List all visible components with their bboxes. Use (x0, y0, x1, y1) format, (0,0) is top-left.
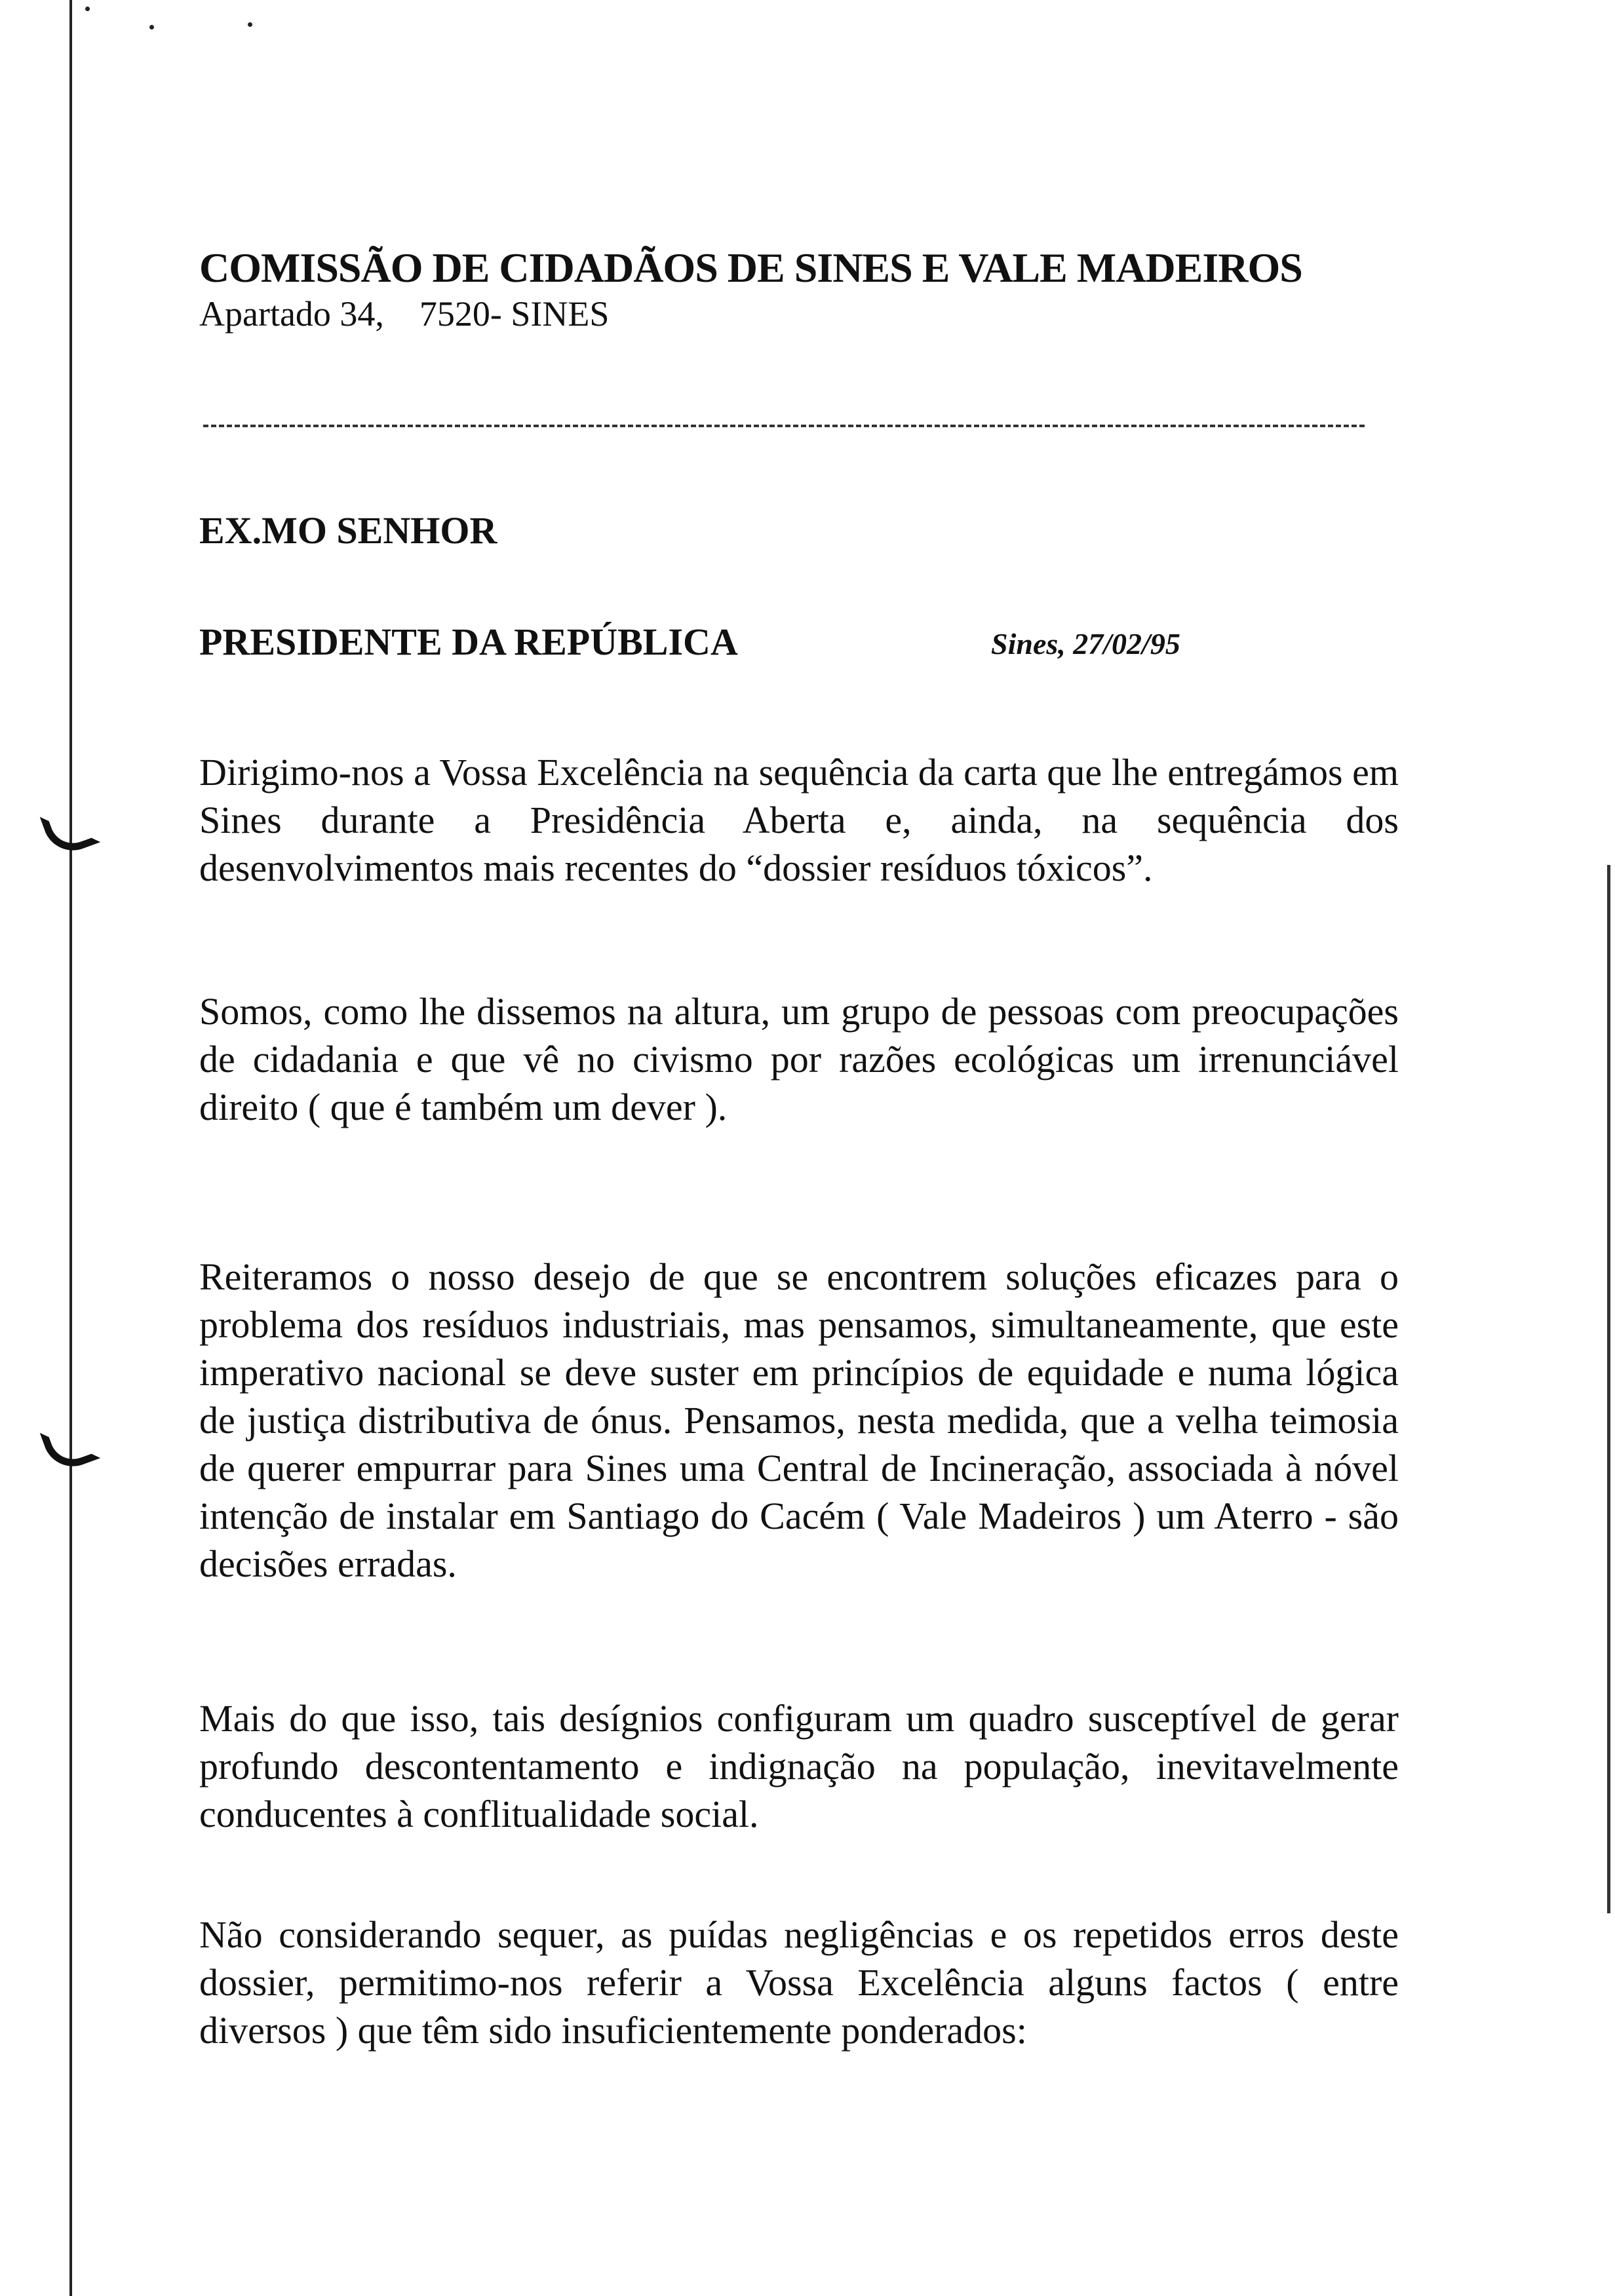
body-paragraph: Somos, como lhe dissemos na altura, um grupo de pessoas com preocupações de cidadania e que vê no civismo por razões ecológicas um irrenunciável direito ( que é também um dever ). (199, 990, 1399, 1128)
recipient: PRESIDENTE DA REPÚBLICA (199, 621, 738, 663)
salutation: EX.MO SENHOR (199, 509, 497, 552)
dashed-separator (203, 425, 1365, 427)
letterhead-organization: COMISSÃO DE CIDADÃOS DE SINES E VALE MADEIROS (199, 244, 1302, 291)
letter-date: Sines, 27/02/95 (991, 627, 1180, 660)
scan-speck (85, 7, 90, 11)
scan-speck (248, 22, 252, 27)
body-paragraph: Não considerando sequer, as puídas negligências e os repetidos erros deste dossier, permitimo-nos referir a Vossa Excelência alguns factos ( entre diversos ) que têm sido insuficientemente ponderados: (199, 1913, 1399, 2052)
scan-margin-line (69, 0, 72, 2296)
binder-hook-mark (40, 800, 101, 858)
scan-speck (149, 25, 154, 29)
body-paragraph: Reiteramos o nosso desejo de que se encontrem soluções eficazes para o problema dos resíduos industriais, mas pensamos, simultaneamente, que este imperativo nacional se deve suster em princípios de equidade e numa lógica de justiça distributiva de ónus. Pensamos, nesta medida, que a velha teimosia de querer empurrar para Sines uma Central de Incineração, associada à nóvel intenção de instalar em Santiago do Cacém ( Vale Madeiros ) um Aterro - são decisões erradas. (199, 1255, 1399, 1585)
letterhead-address: Apartado 34, 7520- SINES (199, 294, 610, 334)
body-paragraph: Dirigimo-nos a Vossa Excelência na sequência da carta que lhe entregámos em Sines durante a Presidência Aberta e, ainda, na sequência dos desenvolvimentos mais recentes do “dossier resíduos tóxicos”. (199, 751, 1399, 889)
scan-edge-line (1607, 865, 1610, 1913)
binder-hook-mark (40, 1416, 101, 1474)
body-paragraph: Mais do que isso, tais desígnios configuram um quadro susceptível de gerar profundo descontentamento e indignação na população, inevitavelmente conducentes à conflitualidade social. (199, 1697, 1399, 1835)
